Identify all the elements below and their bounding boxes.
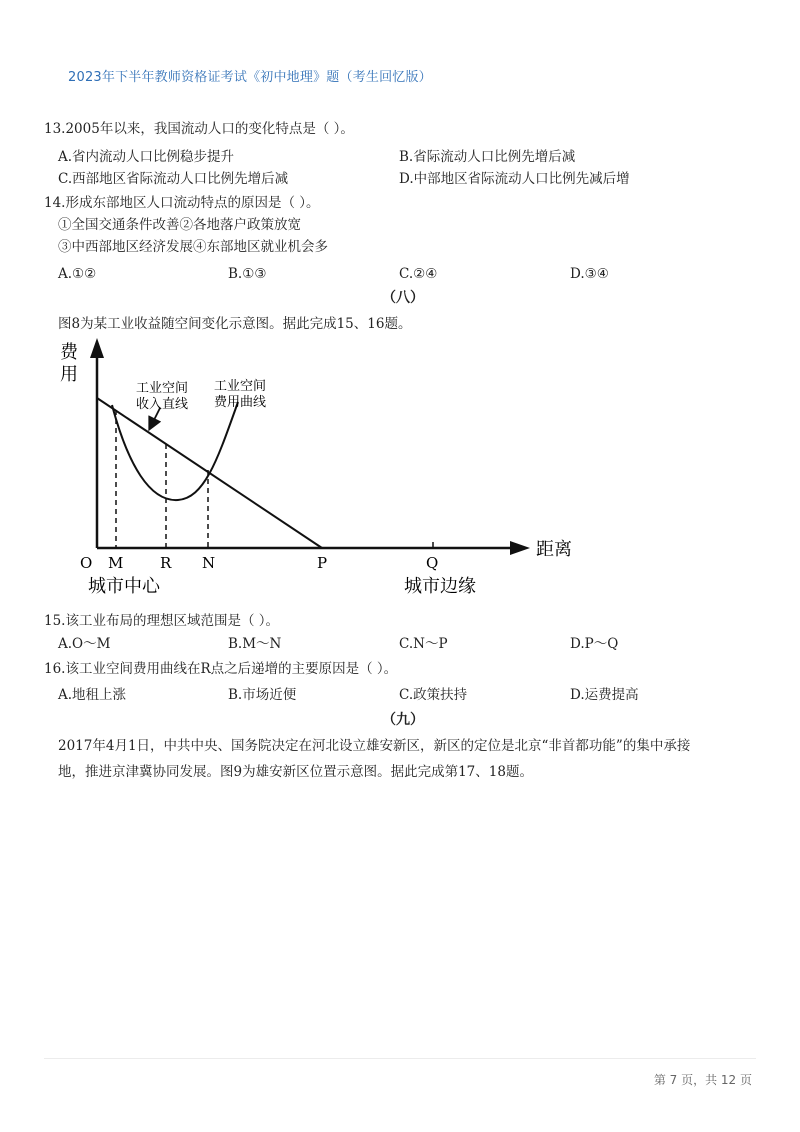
question-14-option-a: A.①② [58, 266, 97, 282]
question-16-option-a: A.地租上涨 [58, 687, 127, 703]
y-label-bottom: 用 [60, 364, 78, 385]
question-14-statements-2: ③中西部地区经济发展④东部地区就业机会多 [58, 239, 328, 255]
section-8-title: （八） [382, 290, 424, 306]
x-axis-label: 距离 [536, 539, 572, 560]
income-label-line2: 收入直线 [136, 397, 189, 412]
question-14-option-d: D.③④ [570, 266, 609, 282]
y-label-top: 费 [60, 342, 78, 363]
question-16-stem: 16.该工业空间费用曲线在R点之后递增的主要原因是（ ）。 [44, 661, 398, 677]
question-16-option-c: C.政策扶持 [399, 687, 468, 703]
point-r-label: R [160, 554, 172, 572]
cost-label-line2: 费用曲线 [214, 395, 267, 410]
section-9-title: （九） [382, 712, 424, 728]
question-13-option-d: D.中部地区省际流动人口比例先减后增 [399, 171, 630, 187]
question-15-option-a: A.O～M [58, 636, 111, 652]
question-15-stem: 15.该工业布局的理想区域范围是（ ）。 [44, 613, 280, 629]
city-center-label: 城市中心 [88, 576, 160, 597]
question-15-option-d: D.P～Q [570, 636, 619, 652]
x-axis-arrow-icon [510, 541, 530, 555]
question-13-option-b: B.省际流动人口比例先增后减 [399, 149, 576, 165]
question-13-stem: 13.2005年以来，我国流动人口的变化特点是（ ）。 [44, 121, 354, 137]
question-15-option-c: C.N～P [399, 636, 448, 652]
y-axis-arrow-icon [90, 338, 104, 358]
point-m-label: M [108, 554, 124, 572]
question-13-option-c: C.西部地区省际流动人口比例先增后减 [58, 171, 289, 187]
document-header: 2023年下半年教师资格证考试《初中地理》题（考生回忆版） [68, 70, 432, 85]
point-o-label: O [80, 554, 93, 572]
point-p-label: P [317, 554, 328, 572]
question-14-stem: 14.形成东部地区人口流动特点的原因是（ ）。 [44, 195, 320, 211]
section-9-intro-line1: 2017年4月1日，中共中央、国务院决定在河北设立雄安新区，新区的定位是北京“非首都功能”的集中承接 [58, 738, 691, 754]
income-label-line1: 工业空间 [136, 381, 189, 396]
city-edge-label: 城市边缘 [404, 576, 476, 597]
section-9-intro-line2: 地，推进京津冀协同发展。图9为雄安新区位置示意图。据此完成第17、18题。 [58, 764, 533, 780]
point-q-label: Q [426, 554, 439, 572]
point-n-label: N [202, 554, 216, 572]
question-14-option-b: B.①③ [228, 266, 267, 282]
question-15-option-b: B.M～N [228, 636, 282, 652]
page-number: 第 7 页，共 12 页 [653, 1073, 752, 1087]
question-16-option-b: B.市场近便 [228, 687, 297, 703]
section-8-intro: 图8为某工业收益随空间变化示意图。据此完成15、16题。 [58, 316, 412, 332]
question-14-statements-1: ①全国交通条件改善②各地落户政策放宽 [58, 217, 301, 233]
cost-label-line1: 工业空间 [214, 379, 267, 394]
question-16-option-d: D.运费提高 [570, 687, 639, 703]
question-13-option-a: A.省内流动人口比例稳步提升 [58, 149, 235, 165]
footer-divider [44, 1058, 756, 1059]
question-14-option-c: C.②④ [399, 266, 438, 282]
